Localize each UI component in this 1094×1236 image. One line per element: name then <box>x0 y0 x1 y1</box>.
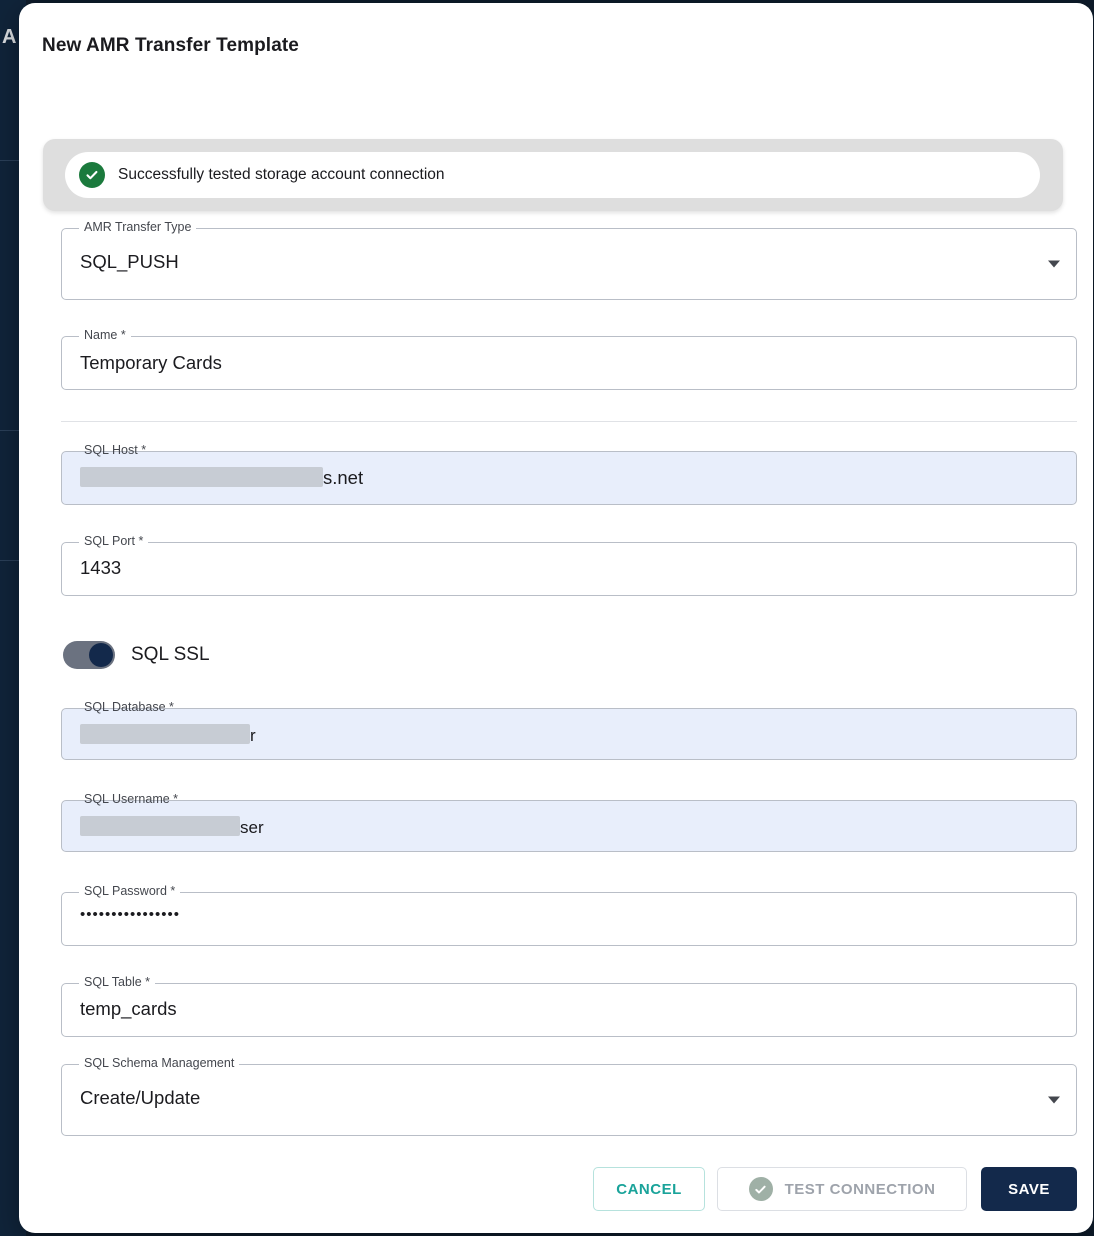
section-divider <box>61 421 1077 422</box>
sql-database-label: SQL Database * <box>79 700 179 714</box>
sql-ssl-label: SQL SSL <box>131 644 210 665</box>
sql-password-value: •••••••••••••••• <box>80 906 181 923</box>
sql-host-value: s.net <box>62 467 381 488</box>
sql-password-field[interactable] <box>61 884 1077 946</box>
success-banner-message: Successfully tested storage account connection <box>118 166 445 183</box>
cancel-button[interactable]: CANCEL <box>593 1167 705 1211</box>
redacted-text <box>80 816 240 836</box>
amr-transfer-type-select[interactable] <box>61 220 1077 300</box>
sql-ssl-toggle[interactable] <box>63 641 115 669</box>
chevron-down-icon[interactable] <box>1048 261 1060 268</box>
amr-transfer-type-value: SQL_PUSH <box>80 251 179 272</box>
sql-username-field[interactable] <box>61 792 1077 852</box>
sql-port-field[interactable] <box>61 534 1077 596</box>
sql-host-label: SQL Host * <box>79 443 151 457</box>
sql-table-value: temp_cards <box>80 998 177 1019</box>
sql-ssl-toggle-row[interactable] <box>63 641 210 669</box>
sql-database-field[interactable] <box>61 700 1077 760</box>
test-connection-label: TEST CONNECTION <box>784 1180 936 1198</box>
name-value: Temporary Cards <box>80 352 222 373</box>
success-banner <box>43 139 1063 211</box>
sql-password-label: SQL Password * <box>79 884 180 898</box>
sql-schema-management-select[interactable] <box>61 1056 1077 1136</box>
sql-host-field[interactable] <box>61 443 1077 505</box>
amr-transfer-type-label: AMR Transfer Type <box>79 220 196 234</box>
sql-username-label: SQL Username * <box>79 792 183 806</box>
sql-schema-management-label: SQL Schema Management <box>79 1056 239 1070</box>
check-circle-icon <box>749 1177 773 1201</box>
page-title: New AMR Transfer Template <box>42 35 299 56</box>
name-label: Name * <box>79 328 131 342</box>
test-connection-button[interactable] <box>717 1167 967 1211</box>
new-amr-transfer-template-dialog <box>19 3 1093 1233</box>
toggle-knob <box>89 643 113 667</box>
save-button[interactable]: SAVE <box>981 1167 1077 1211</box>
redacted-text <box>80 724 250 744</box>
sql-username-value: ser <box>62 816 282 836</box>
sql-schema-management-value: Create/Update <box>80 1087 201 1108</box>
sql-table-field[interactable] <box>61 975 1077 1037</box>
background-logo-letter: A <box>2 26 17 48</box>
redacted-text <box>80 467 323 487</box>
dialog-body <box>19 121 1093 1233</box>
success-banner-inner <box>65 152 1040 198</box>
sql-table-label: SQL Table * <box>79 975 155 989</box>
sql-port-value: 1433 <box>80 557 122 578</box>
chevron-down-icon[interactable] <box>1048 1097 1060 1104</box>
sql-database-value: r <box>62 724 274 744</box>
sql-port-label: SQL Port * <box>79 534 148 548</box>
check-circle-icon <box>79 162 105 188</box>
name-field[interactable] <box>61 328 1077 390</box>
